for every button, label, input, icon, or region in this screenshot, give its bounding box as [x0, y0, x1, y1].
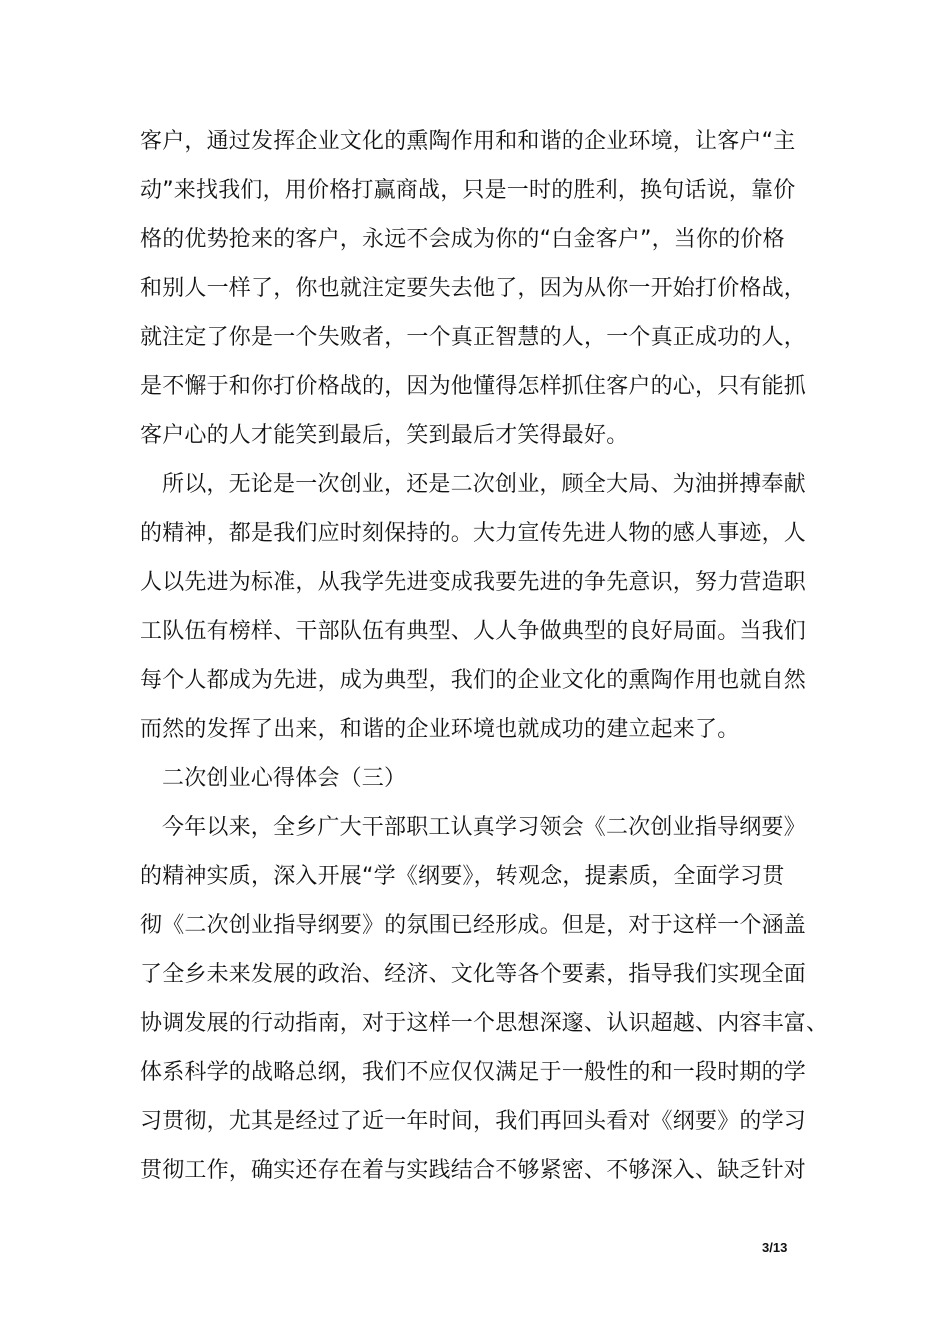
paragraph-line: 工队伍有榜样、干部队伍有典型、人人争做典型的良好局面。当我们 — [140, 619, 807, 644]
paragraph-line: 动”来找我们，用价格打赢商战，只是一时的胜利，换句话说，靠价 — [140, 178, 796, 203]
paragraph-line: 格的优势抢来的客户，永远不会成为你的“白金客户”，当你的价格 — [140, 227, 785, 252]
paragraph-line: 和别人一样了，你也就注定要失去他了，因为从你一开始打价格战， — [140, 276, 807, 301]
paragraph-line: 的精神，都是我们应时刻保持的。大力宣传先进人物的感人事迹，人 — [140, 521, 807, 546]
paragraph-line: 习贯彻，尤其是经过了近一年时间，我们再回头看对《纲要》的学习 — [140, 1109, 807, 1134]
section-heading: 二次创业心得体会（三） — [162, 766, 407, 791]
paragraph-line: 协调发展的行动指南，对于这样一个思想深邃、认识超越、内容丰富、 — [140, 1011, 829, 1036]
paragraph-line: 的精神实质，深入开展“学《纲要》，转观念，提素质，全面学习贯 — [140, 864, 785, 889]
paragraph-line: 彻《二次创业指导纲要》的氛围已经形成。但是，对于这样一个涵盖 — [140, 913, 807, 938]
paragraph-line: 了全乡未来发展的政治、经济、文化等各个要素，指导我们实现全面 — [140, 962, 807, 987]
paragraph-line: 客户，通过发挥企业文化的熏陶作用和和谐的企业环境，让客户“主 — [140, 129, 796, 154]
paragraph-line: 每个人都成为先进，成为典型，我们的企业文化的熏陶作用也就自然 — [140, 668, 807, 693]
paragraph-line: 人以先进为标准，从我学先进变成我要先进的争先意识，努力营造职 — [140, 570, 807, 595]
page-number: 3/13 — [762, 1240, 788, 1255]
paragraph-line: 是不懈于和你打价格战的，因为他懂得怎样抓住客户的心，只有能抓 — [140, 374, 807, 399]
paragraph-line: 今年以来，全乡广大干部职工认真学习领会《二次创业指导纲要》 — [162, 815, 806, 840]
paragraph-line: 就注定了你是一个失败者，一个真正智慧的人，一个真正成功的人， — [140, 325, 807, 350]
paragraph-line: 所以，无论是一次创业，还是二次创业，顾全大局、为油拼搏奉献 — [162, 472, 806, 497]
paragraph-line: 客户心的人才能笑到最后，笑到最后才笑得最好。 — [140, 423, 629, 448]
paragraph-line: 贯彻工作，确实还存在着与实践结合不够紧密、不够深入、缺乏针对 — [140, 1158, 807, 1183]
paragraph-line: 体系科学的战略总纲，我们不应仅仅满足于一般性的和一段时期的学 — [140, 1060, 807, 1085]
paragraph-line: 而然的发挥了出来，和谐的企业环境也就成功的建立起来了。 — [140, 717, 740, 742]
